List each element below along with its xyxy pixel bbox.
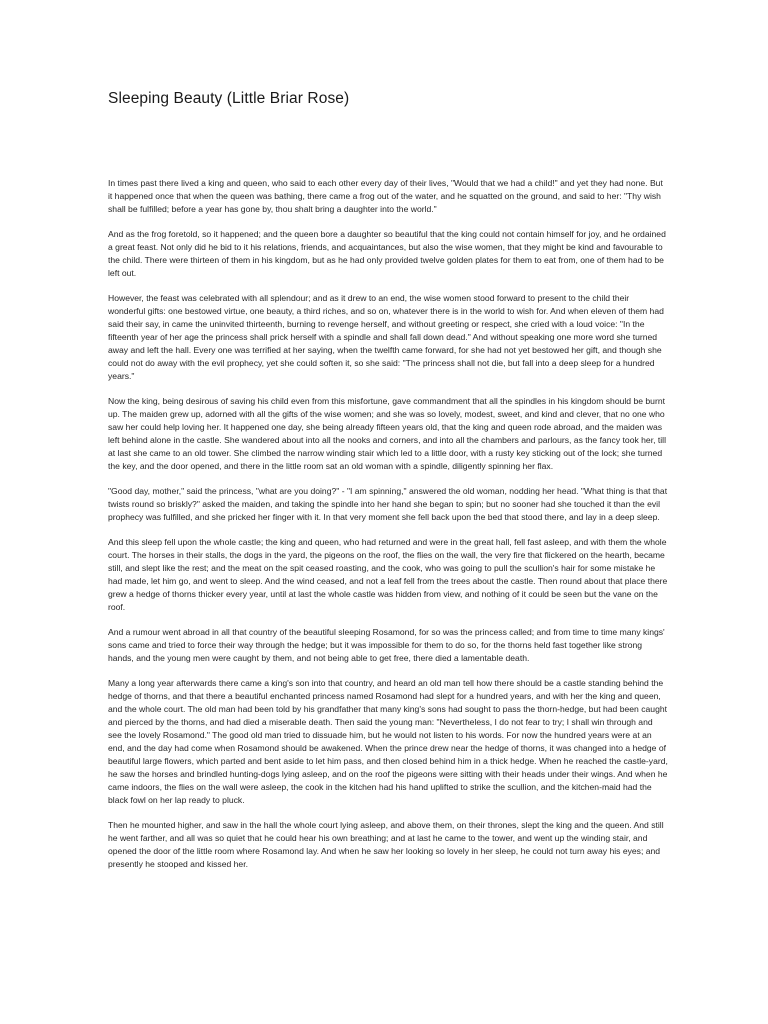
paragraph: And a rumour went abroad in all that country of the beautiful sleeping Rosamond, for so was the princess called; and from time to time many kings' sons came and tried to force their way through the hedge; but it was impossible for them to do so, for the thorns held fast together like strong hands, and the young men were caught by them, and not being able to get free, there died a lamentable death. [108, 627, 665, 663]
paragraph: And this sleep fell upon the whole castle; the king and queen, who had returned and were in the great hall, fell fast asleep, and with them the whole court. The horses in their stalls, the dogs in the yard, the pigeons on the roof, the flies on the wall, the very fire that flickered on the hearth, became still, and slept like the rest; and the meat on the spit ceased roasting, and the cook, who was going to pull the scullion's hair for some mistake he had made, let him go, and went to sleep. And the wind ceased, and not a leaf fell from the trees about the castle. Then round about that place there grew a hedge of thorns thicker every year, until at last the whole castle was hidden from view, and nothing of it could be seen but the vane on the roof. [108, 537, 668, 612]
paragraph: However, the feast was celebrated with all splendour; and as it drew to an end, the wise women stood forward to present to the child their wonderful gifts: one bestowed virtue, one beauty, a third riches, and so on, whatever there is in the world to wish for. And when eleven of them had said their say, in came the uninvited thirteenth, burning to revenge herself, and without greeting or respect, she cried with a loud voice: "In the fifteenth year of her age the princess shall prick herself with a spindle and shall fall down dead." And without speaking one more word she turned away and left the hall. Every one was terrified at her saying, when the twelfth came forward, for she had not yet bestowed her gift, and though she could not do away with the evil prophecy, yet she could soften it, so she said: "The princess shall not die, but fall into a deep sleep for a hundred years." [108, 293, 664, 381]
paragraph: In times past there lived a king and queen, who said to each other every day of their lives, "Would that we had a child!" and yet they had none. But it happened once that when the queen was bathing, there came a frog out of the water, and he squatted on the ground, and said to her: "Thy wish shall be fulfilled; before a year has gone by, thou shalt bring a daughter into the world." [108, 178, 663, 214]
paragraph: Many a long year afterwards there came a king's son into that country, and heard an old man tell how there should be a castle standing behind the hedge of thorns, and that there a beautiful enchanted princess named Rosamond had slept for a hundred years, and with her the king and queen, and the whole court. The old man had been told by his grandfather that many king's sons had sought to pass the thorn-hedge, but had been caught and pierced by the thorns, and had died a miserable death. Then said the young man: "Nevertheless, I do not fear to try; I shall win through and see the lovely Rosamond." The good old man tried to dissuade him, but he would not listen to his words. For now the hundred years were at an end, and the day had come when Rosamond should be awakened. When the prince drew near the hedge of thorns, it was changed into a hedge of beautiful large flowers, which parted and bent aside to let him pass, and then closed behind him in a thick hedge. When he reached the castle-yard, he saw the horses and brindled hunting-dogs lying asleep, and on the roof the pigeons were sitting with their heads under their wings. And when he came indoors, the flies on the wall were asleep, the cook in the kitchen had his hand uplifted to strike the scullion, and the kitchen-maid had the black fowl on her lap ready to pluck. [108, 678, 668, 805]
paragraph: "Good day, mother," said the princess, "what are you doing?" - "I am spinning," answered the old woman, nodding her head. "What thing is that that twists round so briskly?" asked the maiden, and taking the spindle into her hand she began to spin; but no sooner had she touched it than the evil prophecy was fulfilled, and she pricked her finger with it. In that very moment she fell back upon the bed that stood there, and lay in a deep sleep. [108, 486, 668, 522]
story-body [108, 177, 668, 883]
page-title: Sleeping Beauty (Little Briar Rose) [108, 90, 350, 107]
paragraph: And as the frog foretold, so it happened; and the queen bore a daughter so beautiful that the king could not contain himself for joy, and he ordained a great feast. Not only did he bid to it his relations, friends, and acquaintances, but also the wise women, that they might be kind and favourable to the child. There were thirteen of them in his kingdom, but as he had only provided twelve golden plates for them to eat from, one of them had to be left out. [108, 229, 666, 278]
paragraph: Then he mounted higher, and saw in the hall the whole court lying asleep, and above them, on their thrones, slept the king and the queen. And still he went farther, and all was so quiet that he could hear his own breathing; and at last he came to the tower, and went up the winding stair, and opened the door of the little room where Rosamond lay. And when he saw her looking so lovely in her sleep, he could not turn away his eyes; and presently he stooped and kissed her. [108, 820, 664, 869]
paragraph: Now the king, being desirous of saving his child even from this misfortune, gave commandment that all the spindles in his kingdom should be burnt up. The maiden grew up, adorned with all the gifts of the wise women; and she was so lovely, modest, sweet, and kind and clever, that no one who saw her could help loving her. It happened one day, she being already fifteen years old, that the king and queen rode abroad, and the maiden was left behind alone in the castle. She wandered about into all the nooks and corners, and into all the chambers and parlours, as the fancy took her, till at last she came to an old tower. She climbed the narrow winding stair which led to a little door, with a rusty key sticking out of the lock; she turned the key, and the door opened, and there in the little room sat an old woman with a spindle, diligently spinning her flax. [108, 396, 666, 471]
